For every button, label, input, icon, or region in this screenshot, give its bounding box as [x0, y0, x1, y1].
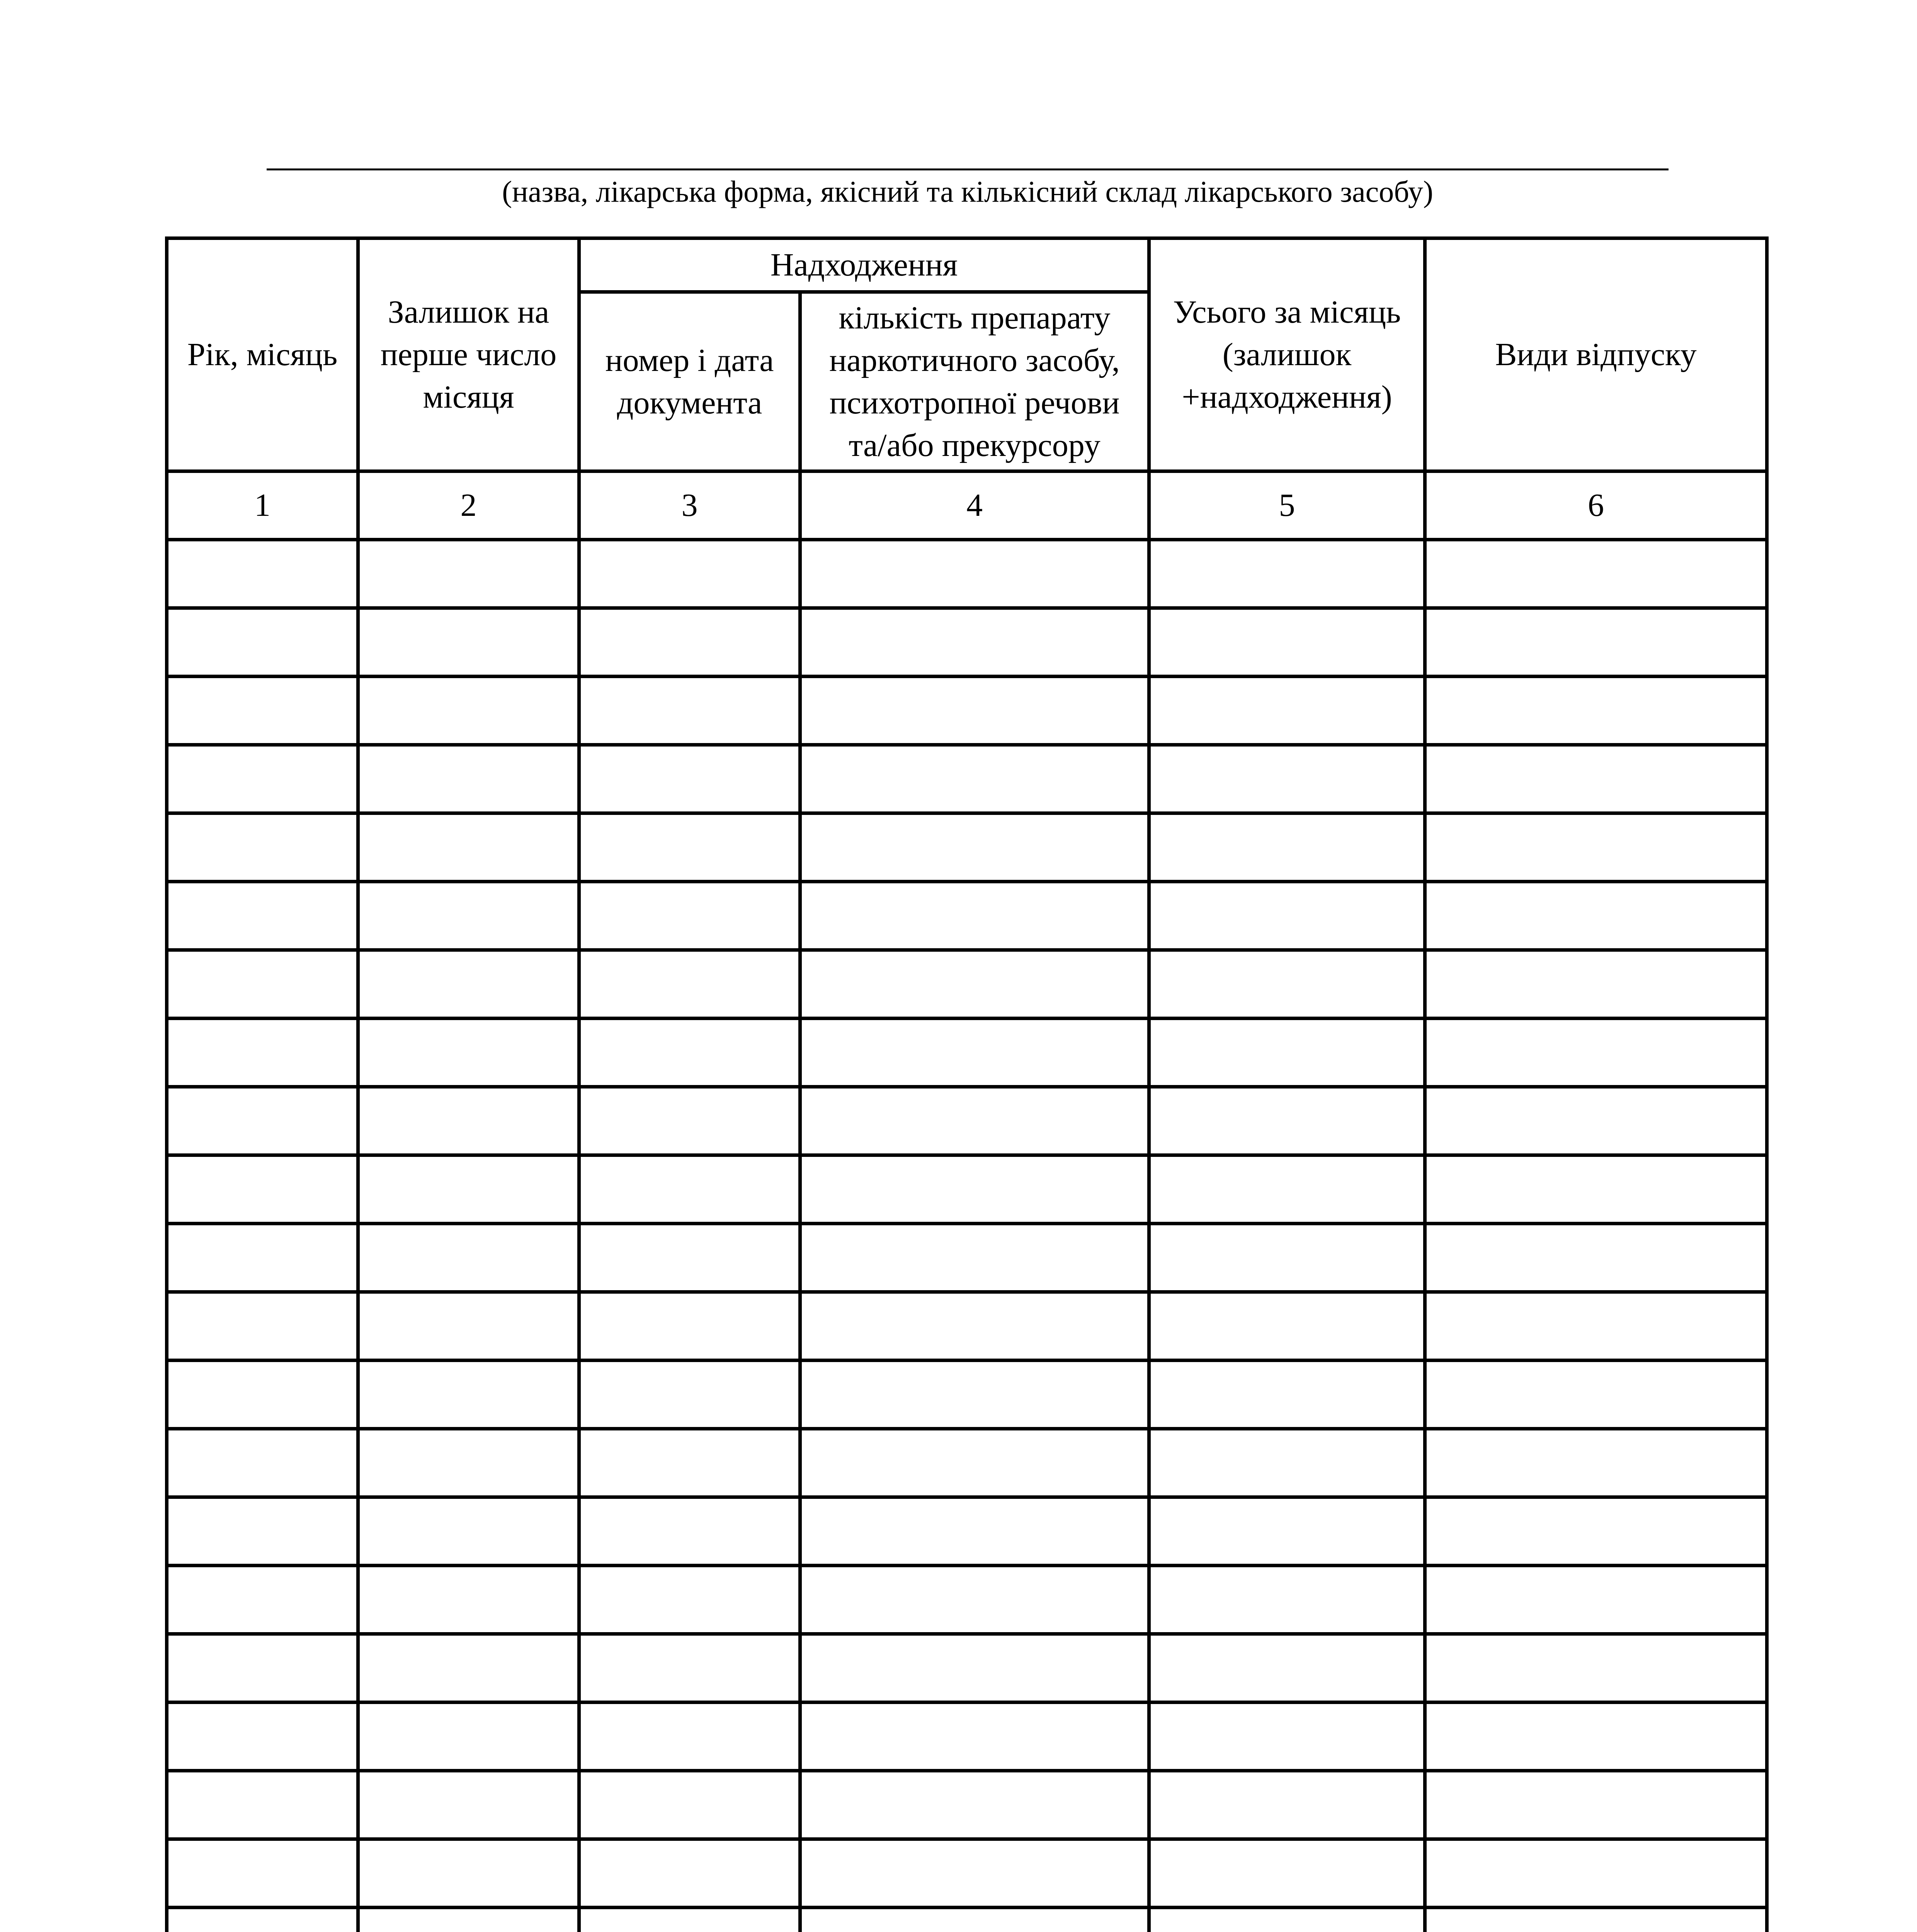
- table-cell: [1425, 1292, 1767, 1361]
- table-cell: [167, 1566, 358, 1634]
- table-cell: [800, 950, 1149, 1019]
- table-cell: [579, 1771, 800, 1839]
- table-row: [167, 1429, 1767, 1497]
- table-cell: [1425, 813, 1767, 882]
- table-cell: [1425, 950, 1767, 1019]
- table-cell: [167, 1361, 358, 1429]
- table-cell: [579, 813, 800, 882]
- table-cell: [167, 1224, 358, 1292]
- title-underline: [267, 168, 1669, 170]
- table-cell: [1149, 608, 1425, 677]
- table-cell: [579, 1087, 800, 1155]
- table-row: [167, 1702, 1767, 1771]
- table-cell: [167, 1019, 358, 1087]
- column-number: 6: [1425, 471, 1767, 540]
- table-cell: [800, 1566, 1149, 1634]
- table-row: [167, 1361, 1767, 1429]
- header-doc-number-date: номер і дата документа: [579, 292, 800, 471]
- table-cell: [167, 1429, 358, 1497]
- table-cell: [1425, 540, 1767, 608]
- table-row: [167, 1155, 1767, 1224]
- table-cell: [800, 540, 1149, 608]
- table-cell: [1149, 540, 1425, 608]
- table-cell: [358, 608, 579, 677]
- table-cell: [579, 1566, 800, 1634]
- table-row: [167, 1566, 1767, 1634]
- table-cell: [1425, 1566, 1767, 1634]
- table-row: [167, 1771, 1767, 1839]
- table-cell: [358, 1155, 579, 1224]
- table-row: [167, 1224, 1767, 1292]
- table-cell: [800, 677, 1149, 745]
- table-cell: [167, 950, 358, 1019]
- table-cell: [1149, 677, 1425, 745]
- table-cell: [1149, 1155, 1425, 1224]
- table-cell: [167, 1634, 358, 1702]
- table-cell: [579, 950, 800, 1019]
- table-cell: [1425, 1361, 1767, 1429]
- table-row: [167, 1634, 1767, 1702]
- table-cell: [579, 1019, 800, 1087]
- table-cell: [579, 1702, 800, 1771]
- table-cell: [1149, 882, 1425, 950]
- ledger-table: [165, 236, 1769, 1932]
- table-cell: [358, 882, 579, 950]
- table-row: [167, 1087, 1767, 1155]
- column-number: 4: [800, 471, 1149, 540]
- table-cell: [579, 1839, 800, 1908]
- column-number: 2: [358, 471, 579, 540]
- table-cell: [358, 1224, 579, 1292]
- table-cell: [800, 1839, 1149, 1908]
- table-cell: [358, 813, 579, 882]
- table-cell: [800, 1908, 1149, 1932]
- column-number-row: [167, 471, 1767, 540]
- table-cell: [167, 1497, 358, 1566]
- table-row: [167, 1292, 1767, 1361]
- table-row: [167, 1497, 1767, 1566]
- table-row: [167, 745, 1767, 813]
- table-cell: [1425, 677, 1767, 745]
- table-cell: [1149, 1839, 1425, 1908]
- table-cell: [800, 1087, 1149, 1155]
- table-cell: [167, 813, 358, 882]
- table-cell: [1149, 1361, 1425, 1429]
- table-cell: [1425, 1087, 1767, 1155]
- table-cell: [167, 608, 358, 677]
- table-cell: [800, 1361, 1149, 1429]
- header-total-month: Усього за місяць (залишок +надходження): [1149, 238, 1425, 471]
- table-cell: [800, 1634, 1149, 1702]
- table-row: [167, 813, 1767, 882]
- table-cell: [579, 1155, 800, 1224]
- table-cell: [167, 1155, 358, 1224]
- table-cell: [358, 745, 579, 813]
- table-cell: [800, 608, 1149, 677]
- table-cell: [800, 745, 1149, 813]
- table-cell: [1149, 950, 1425, 1019]
- table-cell: [579, 1497, 800, 1566]
- table-row: [167, 1908, 1767, 1932]
- table-cell: [167, 1908, 358, 1932]
- header-row: [167, 238, 1767, 292]
- table-cell: [167, 745, 358, 813]
- table-cell: [800, 1771, 1149, 1839]
- table-cell: [579, 1429, 800, 1497]
- table-cell: [358, 1566, 579, 1634]
- table-cell: [358, 950, 579, 1019]
- table-cell: [579, 540, 800, 608]
- table-cell: [167, 1839, 358, 1908]
- table-cell: [1425, 1771, 1767, 1839]
- table-cell: [1425, 1429, 1767, 1497]
- table-cell: [167, 540, 358, 608]
- table-cell: [579, 1908, 800, 1932]
- table-cell: [1425, 1839, 1767, 1908]
- table-cell: [800, 1702, 1149, 1771]
- table-cell: [358, 1702, 579, 1771]
- table-row: [167, 882, 1767, 950]
- table-cell: [1425, 1908, 1767, 1932]
- table-row: [167, 950, 1767, 1019]
- table-row: [167, 608, 1767, 677]
- table-cell: [167, 1702, 358, 1771]
- table-cell: [358, 1634, 579, 1702]
- table-cell: [579, 1361, 800, 1429]
- table-row: [167, 540, 1767, 608]
- header-quantity: кількість препарату наркотичного засобу, психотропної речови та/або прекурсору: [800, 292, 1149, 471]
- table-cell: [800, 1429, 1149, 1497]
- table-cell: [167, 1292, 358, 1361]
- table-cell: [579, 1292, 800, 1361]
- header-receipts: Надходження: [579, 238, 1149, 292]
- table-cell: [1425, 1019, 1767, 1087]
- table-cell: [1425, 1702, 1767, 1771]
- column-number: 5: [1149, 471, 1425, 540]
- table-cell: [167, 677, 358, 745]
- table-cell: [1149, 1292, 1425, 1361]
- table-cell: [358, 1019, 579, 1087]
- table-cell: [579, 745, 800, 813]
- table-cell: [1425, 745, 1767, 813]
- table-cell: [1149, 1908, 1425, 1932]
- table-cell: [1425, 882, 1767, 950]
- table-cell: [800, 1155, 1149, 1224]
- table-cell: [579, 882, 800, 950]
- table-cell: [358, 1497, 579, 1566]
- column-number: 3: [579, 471, 800, 540]
- column-number: 1: [167, 471, 358, 540]
- table-cell: [1425, 1497, 1767, 1566]
- table-cell: [358, 1429, 579, 1497]
- table-cell: [1425, 1155, 1767, 1224]
- header-balance: Залишок на перше число місяця: [358, 238, 579, 471]
- table-cell: [167, 1771, 358, 1839]
- table-cell: [358, 1361, 579, 1429]
- table-cell: [800, 1019, 1149, 1087]
- table-cell: [1149, 1497, 1425, 1566]
- table-cell: [800, 882, 1149, 950]
- table-cell: [579, 1224, 800, 1292]
- table-cell: [800, 1497, 1149, 1566]
- form-caption: (назва, лікарська форма, якісний та кількісний склад лікарського засобу): [502, 175, 1433, 208]
- table-cell: [358, 1839, 579, 1908]
- table-cell: [358, 1292, 579, 1361]
- table-cell: [1149, 1019, 1425, 1087]
- table-row: [167, 677, 1767, 745]
- header-dispense-types: Види відпуску: [1425, 238, 1767, 471]
- table-cell: [800, 1224, 1149, 1292]
- table-cell: [579, 677, 800, 745]
- table-cell: [1149, 1771, 1425, 1839]
- table-cell: [1149, 1634, 1425, 1702]
- table-cell: [358, 1087, 579, 1155]
- header-year-month: Рік, місяць: [167, 238, 358, 471]
- table-cell: [1149, 813, 1425, 882]
- table-cell: [358, 677, 579, 745]
- table-cell: [800, 1292, 1149, 1361]
- table-cell: [167, 1087, 358, 1155]
- table-cell: [579, 608, 800, 677]
- table-cell: [358, 540, 579, 608]
- table-cell: [1425, 1224, 1767, 1292]
- table-cell: [1425, 1634, 1767, 1702]
- table-cell: [1149, 745, 1425, 813]
- table-cell: [1149, 1702, 1425, 1771]
- table-cell: [167, 882, 358, 950]
- table-cell: [1149, 1087, 1425, 1155]
- table-cell: [1149, 1224, 1425, 1292]
- table-row: [167, 1019, 1767, 1087]
- table-cell: [800, 813, 1149, 882]
- table-cell: [1149, 1566, 1425, 1634]
- table-cell: [1149, 1429, 1425, 1497]
- table-cell: [579, 1634, 800, 1702]
- table-cell: [1425, 608, 1767, 677]
- table-row: [167, 1839, 1767, 1908]
- table-cell: [358, 1771, 579, 1839]
- table-cell: [358, 1908, 579, 1932]
